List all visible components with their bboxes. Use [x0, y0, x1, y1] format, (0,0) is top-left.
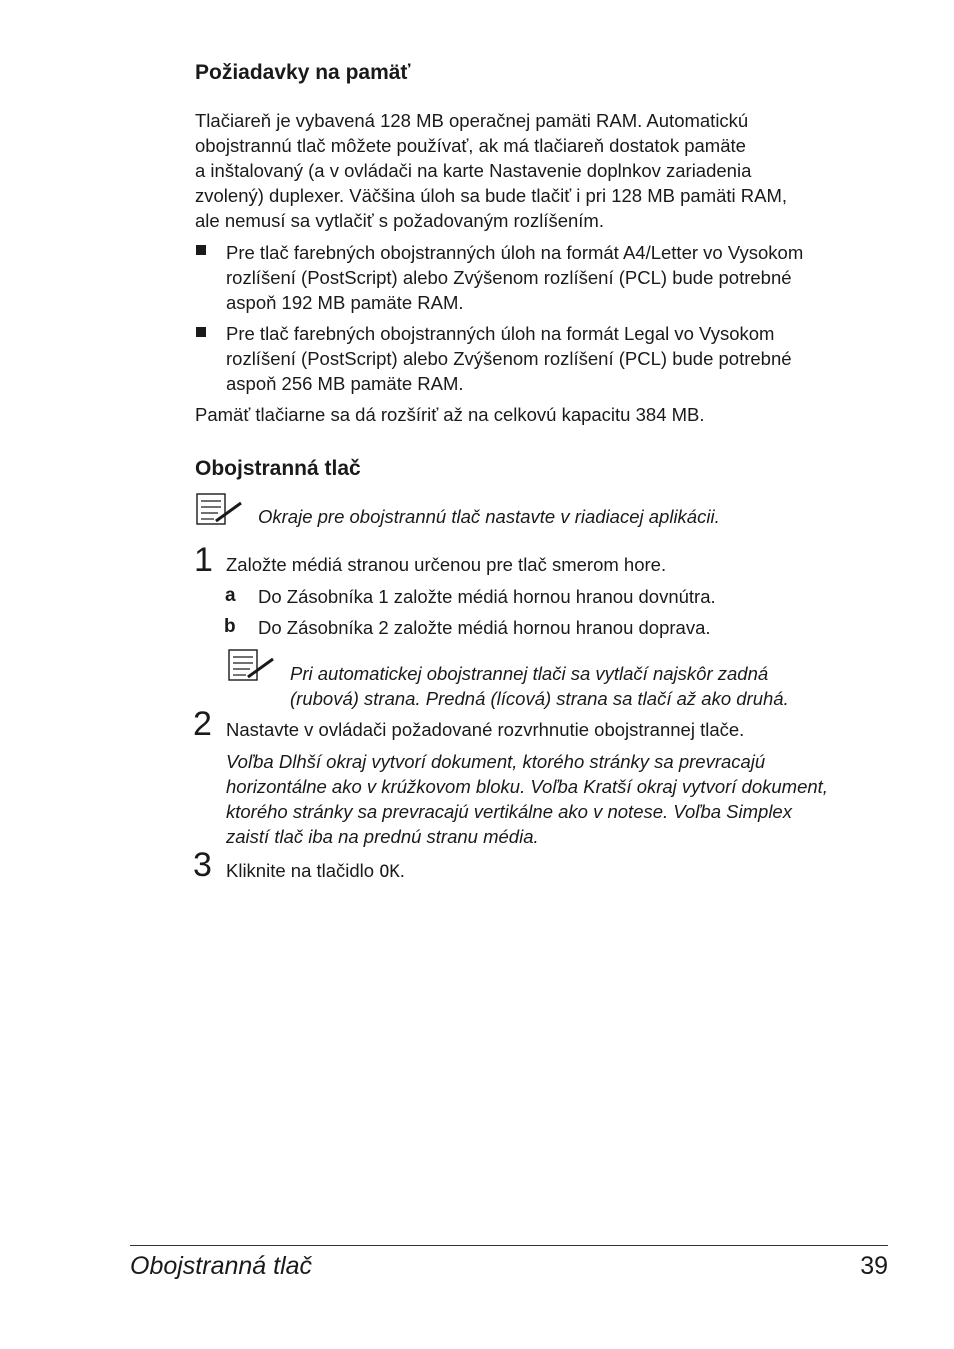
step-text: Založte médiá stranou určenou pre tlač smerom hore.: [226, 554, 667, 575]
text-line: obojstrannú tlač môžete používať, ak má tlačiareň dostatok pamäte: [195, 135, 746, 156]
text-line: a inštalovaný (a v ovládači na karte Nastavenie doplnkov zariadenia: [195, 160, 752, 181]
text-line: ktorého stránky sa prevracajú vertikálne ako v notese. Voľba Simplex: [226, 801, 792, 822]
step-text: [226, 858, 405, 885]
memory-intro-paragraph: [195, 108, 895, 233]
note-text: Okraje pre obojstrannú tlač nastavte v riadiacej aplikácii.: [258, 506, 720, 527]
bullet-square-icon: [196, 327, 206, 337]
text-line: (rubová) strana. Predná (lícová) strana sa tlačí až ako druhá.: [290, 688, 789, 709]
step-number: 1: [194, 541, 213, 579]
text-line: zaistí tlač iba na prednú stranu média.: [226, 826, 539, 847]
text-line: Pre tlač farebných obojstranných úloh na formát Legal vo Vysokom: [226, 323, 775, 344]
substep-letter: a: [225, 585, 236, 606]
step-number: 2: [193, 705, 212, 743]
footer-divider: [130, 1245, 888, 1246]
bullet-item: [226, 240, 896, 315]
text-line: aspoň 192 MB pamäte RAM.: [226, 292, 464, 313]
step-number: 3: [193, 846, 212, 884]
text-line: rozlíšení (PostScript) alebo Zvýšenom rozlíšení (PCL) bude potrebné: [226, 267, 792, 288]
text-line: Voľba Dlhší okraj vytvorí dokument, ktorého stránky sa prevracajú: [226, 751, 766, 772]
bullet-square-icon: [196, 245, 206, 255]
substep-letter: b: [224, 616, 236, 637]
memory-closing-paragraph: Pamäť tlačiarne sa dá rozšíriť až na celkovú kapacitu 384 MB.: [195, 404, 705, 425]
note-pencil-icon: [228, 649, 276, 683]
substep-text: Do Zásobníka 2 založte médiá hornou hranou doprava.: [258, 617, 711, 638]
bullet-item: [226, 321, 896, 396]
note-text: [290, 661, 890, 711]
section-heading-memory: Požiadavky na pamäť: [195, 61, 411, 84]
section-heading-duplex: Obojstranná tlač: [195, 457, 361, 480]
note-pencil-icon: [196, 493, 244, 527]
text-line: zvolený) duplexer. Väčšina úloh sa bude tlačiť i pri 128 MB pamäti RAM,: [195, 185, 788, 206]
step-text: Nastavte v ovládači požadované rozvrhnutie obojstrannej tlače.: [226, 719, 745, 740]
footer-title: Obojstranná tlač: [130, 1252, 313, 1280]
text-line: Tlačiareň je vybavená 128 MB operačnej pamäti RAM. Automatickú: [195, 110, 749, 131]
substep-text: Do Zásobníka 1 založte médiá hornou hranou dovnútra.: [258, 586, 716, 607]
text-line: rozlíšení (PostScript) alebo Zvýšenom rozlíšení (PCL) bude potrebné: [226, 348, 792, 369]
text-line: Pre tlač farebných obojstranných úloh na formát A4/Letter vo Vysokom: [226, 242, 804, 263]
page-number: 39: [860, 1252, 888, 1280]
text-line: ale nemusí sa vytlačiť s požadovaným rozlíšením.: [195, 210, 604, 231]
ok-button-label: OK: [379, 862, 400, 882]
text-line: aspoň 256 MB pamäte RAM.: [226, 373, 464, 394]
step-text-before: Kliknite na tlačidlo: [226, 860, 380, 881]
text-line: Pri automatickej obojstrannej tlači sa vytlačí najskôr zadná: [290, 663, 769, 684]
text-line: horizontálne ako v krúžkovom bloku. Voľba Kratší okraj vytvorí dokument,: [226, 776, 828, 797]
step-explanation: [226, 749, 906, 849]
step-text-after: .: [399, 860, 405, 881]
